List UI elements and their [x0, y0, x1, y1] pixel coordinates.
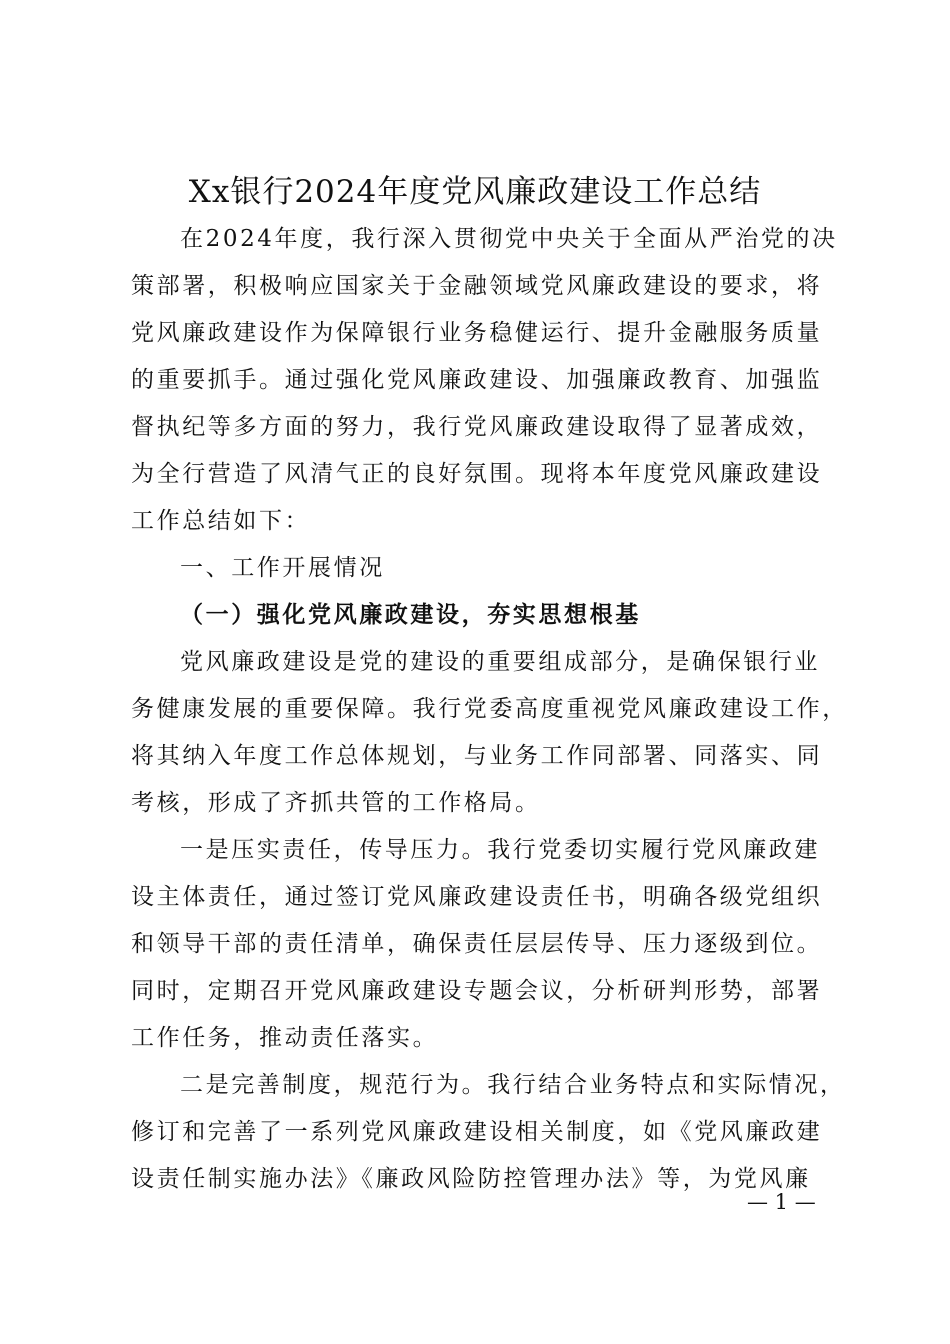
- document-title: Xx银行2024年度党风廉政建设工作总结: [188, 174, 762, 210]
- intro-line: 为全行营造了风清气正的良好氛围。现将本年度党风廉政建设: [131, 461, 823, 487]
- paragraph-line: 和领导干部的责任清单，确保责任层层传导、压力逐级到位。: [131, 931, 823, 957]
- intro-line: 工作总结如下：: [131, 508, 311, 534]
- paragraph-line: 考核，形成了齐抓共管的工作格局。: [131, 790, 541, 816]
- paragraph-line: 务健康发展的重要保障。我行党委高度重视党风廉政建设工作，: [131, 696, 848, 722]
- intro-line: 在2024年度，我行深入贯彻党中央关于全面从严治党的决: [180, 226, 838, 252]
- paragraph-line: 工作任务，推动责任落实。: [131, 1025, 439, 1051]
- subsection-heading: （一）强化党风廉政建设，夯实思想根基: [180, 601, 641, 628]
- paragraph-line: 一是压实责任，传导压力。我行党委切实履行党风廉政建: [180, 837, 820, 863]
- page-number: — 1 —: [747, 1190, 816, 1214]
- paragraph-line: 同时，定期召开党风廉政建设专题会议，分析研判形势，部署: [131, 978, 823, 1004]
- paragraph-line: 设主体责任，通过签订党风廉政建设责任书，明确各级党组织: [131, 884, 823, 910]
- intro-line: 党风廉政建设作为保障银行业务稳健运行、提升金融服务质量: [131, 320, 823, 346]
- intro-line: 的重要抓手。通过强化党风廉政建设、加强廉政教育、加强监: [131, 367, 823, 393]
- intro-line: 督执纪等多方面的努力，我行党风廉政建设取得了显著成效，: [131, 414, 823, 440]
- paragraph-line: 党风廉政建设是党的建设的重要组成部分，是确保银行业: [180, 649, 820, 675]
- section-heading: 一、工作开展情况: [180, 555, 385, 581]
- paragraph-line: 设责任制实施办法》《廉政风险防控管理办法》等，为党风廉: [131, 1166, 811, 1192]
- intro-line: 策部署，积极响应国家关于金融领域党风廉政建设的要求，将: [131, 273, 823, 299]
- paragraph-line: 修订和完善了一系列党风廉政建设相关制度，如《党风廉政建: [131, 1119, 823, 1145]
- paragraph-line: 二是完善制度，规范行为。我行结合业务特点和实际情况，: [180, 1072, 846, 1098]
- paragraph-line: 将其纳入年度工作总体规划，与业务工作同部署、同落实、同: [131, 743, 823, 769]
